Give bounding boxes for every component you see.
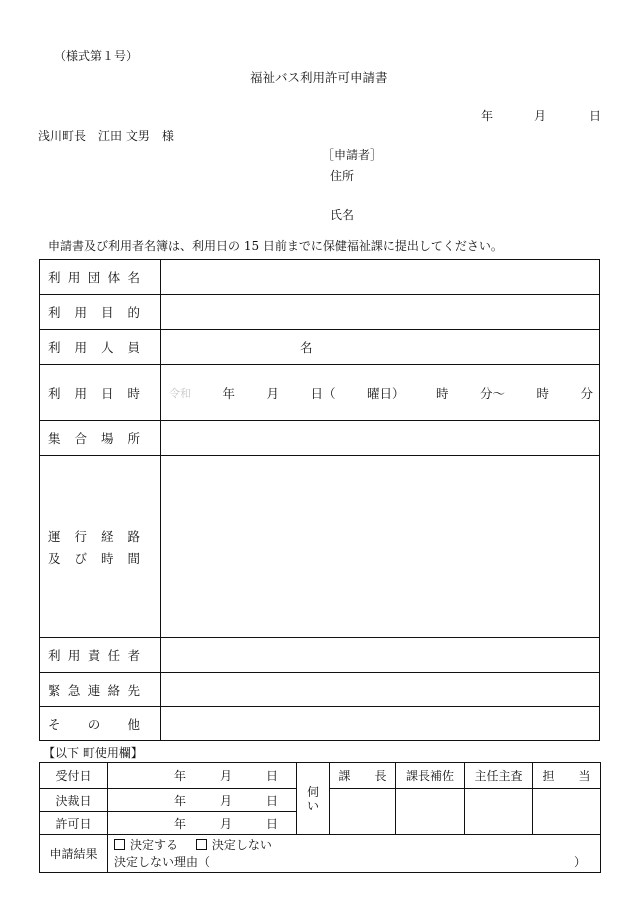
reason-label: 決定しない理由（ xyxy=(114,854,211,869)
purpose-label xyxy=(40,295,161,330)
application-table xyxy=(39,259,600,741)
decision-day: 日 xyxy=(265,793,278,808)
purpose-field[interactable] xyxy=(161,295,600,330)
ukagai-char: い xyxy=(306,798,319,813)
seal-box-deputy[interactable] xyxy=(396,789,465,835)
address-label: 住所 xyxy=(330,169,355,183)
addressee: 浅川町長 江田 文男 様 xyxy=(38,129,174,143)
decision-year: 年 xyxy=(174,793,187,808)
received-year: 年 xyxy=(174,769,187,783)
permit-day: 日 xyxy=(265,816,278,831)
row-label: 緊 急 連 絡 先 xyxy=(48,682,140,698)
decision-date-field[interactable] xyxy=(108,789,297,812)
approver-header: 課 長 xyxy=(330,763,396,789)
table-row xyxy=(40,260,600,295)
decide-checkbox[interactable] xyxy=(114,839,125,850)
row-label: 及 び 時 間 xyxy=(48,550,140,566)
permit-date-label: 許可日 xyxy=(40,812,108,835)
date-year-label: 年 xyxy=(481,109,494,123)
received-date-label: 受付日 xyxy=(40,763,108,789)
era-hint: 令和 xyxy=(169,386,191,400)
name-label: 氏名 xyxy=(330,208,355,222)
approver-header: 課長補佐 xyxy=(396,763,465,789)
date-day-label: 日 xyxy=(589,109,602,123)
table-row xyxy=(40,638,600,673)
row-label: 利 用 人 員 xyxy=(48,340,140,355)
row-label: そ の 他 xyxy=(48,716,140,732)
approver-header: 担 当 xyxy=(533,763,601,789)
responsible-person-label xyxy=(40,638,161,673)
group-name-field[interactable] xyxy=(161,260,600,295)
route-label xyxy=(40,456,161,638)
received-month: 月 xyxy=(219,769,232,783)
decide-label: 決定する xyxy=(130,837,179,852)
table-row xyxy=(40,330,600,365)
result-field xyxy=(108,835,601,873)
row-label: 利 用 責 任 者 xyxy=(48,648,140,663)
not-decide-checkbox[interactable] xyxy=(196,839,207,850)
persons-field[interactable] xyxy=(161,330,600,365)
office-section-title: 【以下 町使用欄】 xyxy=(43,746,143,760)
datetime-month: 月 xyxy=(266,385,279,401)
table-row xyxy=(40,835,601,873)
datetime-year: 年 xyxy=(222,385,235,401)
datetime-field[interactable] xyxy=(161,365,600,421)
decision-date-label: 決裁日 xyxy=(40,789,108,812)
decision-month: 月 xyxy=(219,793,232,808)
meeting-place-field[interactable] xyxy=(161,421,600,456)
datetime-day: 日（ xyxy=(310,385,336,401)
datetime-hour-to: 時 xyxy=(536,385,549,401)
other-field[interactable] xyxy=(161,707,600,741)
responsible-person-field[interactable] xyxy=(161,638,600,673)
other-label xyxy=(40,707,161,741)
table-row xyxy=(40,707,600,741)
datetime-minute-from: 分～ xyxy=(479,385,505,401)
emergency-contact-label xyxy=(40,673,161,707)
form-title: 福祉バス利用許可申請書 xyxy=(250,70,388,85)
seal-box-senior[interactable] xyxy=(465,789,533,835)
persons-label xyxy=(40,330,161,365)
ukagai-cell xyxy=(297,763,330,835)
meeting-place-label xyxy=(40,421,161,456)
row-label: 利 用 団 体 名 xyxy=(48,270,140,285)
permit-year: 年 xyxy=(174,816,187,831)
table-row xyxy=(40,365,600,421)
group-name-label xyxy=(40,260,161,295)
result-label: 申請結果 xyxy=(40,835,108,873)
table-row xyxy=(40,421,600,456)
ukagai-char: 伺 xyxy=(306,784,319,799)
table-row xyxy=(40,763,601,789)
received-day: 日 xyxy=(265,769,278,783)
datetime-weekday: 曜日） xyxy=(366,385,405,401)
instruction-text: 申請書及び利用者名簿は、利用日の 15 日前までに保健福祉課に提出してください。 xyxy=(48,239,503,253)
date-month-label: 月 xyxy=(534,109,547,123)
table-row xyxy=(40,295,600,330)
datetime-hour-from: 時 xyxy=(435,385,449,401)
permit-month: 月 xyxy=(219,816,232,831)
emergency-contact-field[interactable] xyxy=(161,673,600,707)
not-decide-label: 決定しない xyxy=(211,837,272,852)
table-row xyxy=(40,673,600,707)
route-field[interactable] xyxy=(161,456,600,638)
row-label: 運 行 経 路 xyxy=(48,528,140,544)
datetime-label xyxy=(40,365,161,421)
table-row xyxy=(40,456,600,638)
received-date-field[interactable] xyxy=(108,763,297,789)
seal-box-staff[interactable] xyxy=(533,789,601,835)
approver-header: 主任主査 xyxy=(465,763,533,789)
permit-date-field[interactable] xyxy=(108,812,297,835)
office-use-table xyxy=(39,762,601,873)
row-label: 利 用 目 的 xyxy=(48,305,140,320)
persons-unit: 名 xyxy=(300,340,313,355)
row-label: 集 合 場 所 xyxy=(48,431,140,446)
reason-line[interactable] xyxy=(114,854,596,871)
form-number: （様式第１号） xyxy=(54,49,139,63)
datetime-minute-to: 分 xyxy=(580,385,593,401)
row-label: 利 用 日 時 xyxy=(48,385,140,401)
reason-close: ） xyxy=(573,854,586,869)
applicant-label: ［申請者］ xyxy=(322,148,383,162)
seal-box-chief[interactable] xyxy=(330,789,396,835)
